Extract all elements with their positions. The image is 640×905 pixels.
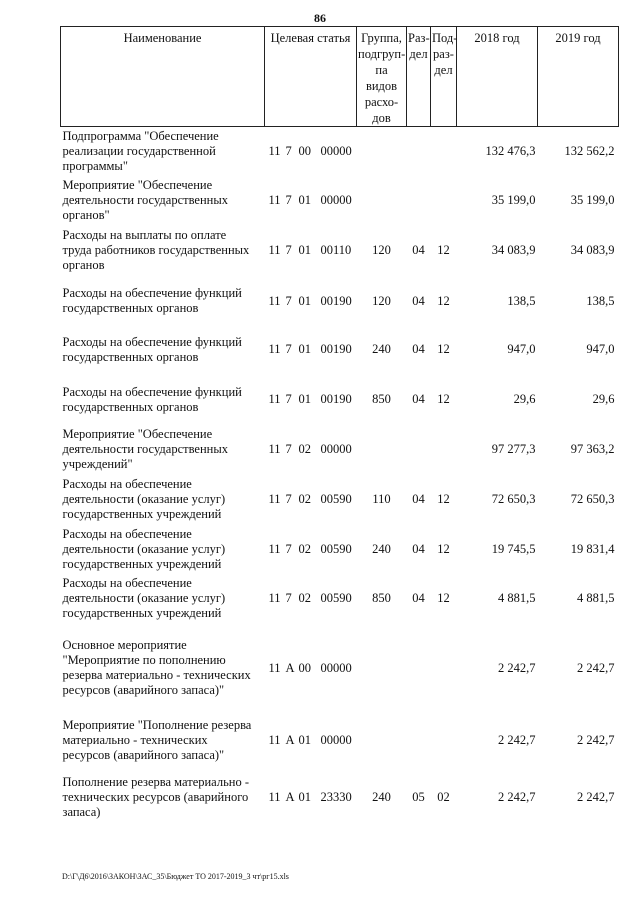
row-subsection: 12 bbox=[437, 590, 450, 605]
row-value-2018: 4 881,5 bbox=[498, 590, 536, 605]
row-section: 04 bbox=[412, 541, 425, 556]
row-target-article: 11 7 01 00000 bbox=[268, 192, 352, 207]
row-target-article: 11 7 01 00190 bbox=[268, 342, 352, 356]
row-subsection: 12 bbox=[437, 342, 450, 356]
page-number: 86 bbox=[314, 11, 326, 25]
row-value-2019: 2 242,7 bbox=[577, 790, 615, 804]
row-subsection bbox=[431, 623, 457, 714]
column-header-group: Группа, подгруп- па видов расхо- дов bbox=[357, 27, 407, 127]
table-row bbox=[61, 425, 619, 475]
table-row bbox=[61, 768, 619, 828]
row-name: Расходы на обеспечение функций государственных органов bbox=[62, 334, 242, 364]
row-group bbox=[357, 127, 407, 177]
row-section bbox=[407, 425, 431, 475]
row-target-article: 11 7 01 00190 bbox=[268, 392, 352, 406]
row-subsection: 12 bbox=[437, 293, 450, 308]
row-value-2019: 132 562,2 bbox=[564, 144, 615, 159]
row-name: Расходы на обеспечение деятельности (оказание услуг) государственных учреждений bbox=[62, 477, 226, 521]
row-target-article: 11 А 01 23330 bbox=[268, 790, 352, 804]
row-section: 04 bbox=[412, 342, 425, 356]
row-value-2018: 19 745,5 bbox=[491, 541, 536, 556]
row-group bbox=[357, 177, 407, 224]
row-name: Мероприятие "Пополнение резерва материально - технических ресурсов (аварийного запаса)" bbox=[62, 718, 252, 762]
row-name: Расходы на обеспечение деятельности (оказание услуг) государственных учреждений bbox=[62, 526, 226, 571]
row-group: 240 bbox=[372, 342, 391, 356]
row-section bbox=[407, 714, 431, 768]
row-group bbox=[357, 623, 407, 714]
row-target-article: 11 7 02 00000 bbox=[268, 442, 352, 456]
column-header-section: Раз- дел bbox=[407, 27, 431, 127]
row-group: 120 bbox=[372, 243, 391, 257]
row-subsection bbox=[431, 714, 457, 768]
table-row bbox=[61, 177, 619, 224]
row-group bbox=[357, 425, 407, 475]
row-group: 110 bbox=[372, 492, 391, 506]
table-row bbox=[61, 574, 619, 623]
row-target-article: 11 7 01 00110 bbox=[268, 243, 352, 257]
column-header-target-article: Целевая статья bbox=[265, 27, 357, 127]
row-value-2018: 2 242,7 bbox=[498, 733, 536, 747]
row-value-2019: 29,6 bbox=[592, 392, 615, 406]
budget-table bbox=[60, 26, 619, 828]
row-value-2018: 132 476,3 bbox=[485, 144, 536, 159]
row-subsection bbox=[431, 127, 457, 177]
row-target-article: 11 7 00 00000 bbox=[268, 144, 352, 159]
row-group: 240 bbox=[372, 541, 391, 556]
table-header-row bbox=[61, 27, 619, 127]
column-header-2019: 2019 год bbox=[538, 27, 619, 127]
row-subsection: 12 bbox=[437, 541, 450, 556]
row-group bbox=[357, 714, 407, 768]
table-row bbox=[61, 375, 619, 425]
row-subsection: 02 bbox=[437, 790, 450, 804]
row-group: 850 bbox=[372, 590, 391, 605]
row-section: 04 bbox=[412, 243, 425, 257]
row-target-article: 11 7 01 00190 bbox=[268, 293, 352, 308]
table-row bbox=[61, 475, 619, 525]
column-header-name: Наименование bbox=[61, 27, 265, 127]
row-value-2019: 2 242,7 bbox=[577, 660, 615, 675]
row-value-2018: 2 242,7 bbox=[498, 660, 536, 675]
row-name: Расходы на выплаты по оплате труда работников государственных органов bbox=[62, 228, 250, 272]
row-name: Пополнение резерва материально - технических ресурсов (аварийного запаса) bbox=[62, 775, 249, 819]
row-name: Расходы на обеспечение функций государственных органов bbox=[62, 286, 242, 315]
row-value-2018: 138,5 bbox=[507, 293, 536, 308]
row-value-2019: 72 650,3 bbox=[570, 492, 615, 506]
table-row bbox=[61, 714, 619, 768]
row-section: 04 bbox=[412, 293, 425, 308]
row-subsection: 12 bbox=[437, 492, 450, 506]
column-header-subsection: Под- раз- дел bbox=[431, 27, 457, 127]
row-name: Мероприятие "Обеспечение деятельности государственных учреждений" bbox=[62, 427, 228, 471]
row-subsection bbox=[431, 425, 457, 475]
column-header-2018: 2018 год bbox=[457, 27, 538, 127]
row-name: Расходы на обеспечение деятельности (оказание услуг) государственных учреждений bbox=[62, 575, 226, 620]
row-section: 04 bbox=[412, 492, 425, 506]
table-row bbox=[61, 278, 619, 325]
row-value-2018: 35 199,0 bbox=[491, 192, 536, 207]
footer-file-path: D:\Г\Д6\2016\ЗАКОН\ЗАС_35\Бюджет ТО 2017-2019_3 чт\рг15.xls bbox=[62, 872, 289, 881]
row-value-2019: 34 083,9 bbox=[570, 243, 615, 257]
row-value-2018: 29,6 bbox=[513, 392, 536, 406]
row-section bbox=[407, 127, 431, 177]
row-subsection bbox=[431, 177, 457, 224]
row-name: Подпрограмма "Обеспечение реализации государственной программы" bbox=[62, 129, 219, 174]
row-subsection: 12 bbox=[437, 392, 450, 406]
row-value-2019: 2 242,7 bbox=[577, 733, 615, 747]
row-target-article: 11 А 01 00000 bbox=[268, 733, 352, 747]
row-section bbox=[407, 623, 431, 714]
table-row bbox=[61, 127, 619, 177]
table-row bbox=[61, 623, 619, 714]
row-section bbox=[407, 177, 431, 224]
row-name: Мероприятие "Обеспечение деятельности государственных органов" bbox=[62, 177, 228, 222]
row-group: 120 bbox=[372, 293, 391, 308]
row-value-2018: 34 083,9 bbox=[491, 243, 536, 257]
row-section: 04 bbox=[412, 590, 425, 605]
row-value-2018: 97 277,3 bbox=[491, 442, 536, 456]
row-target-article: 11 7 02 00590 bbox=[268, 590, 352, 605]
row-value-2018: 2 242,7 bbox=[498, 790, 536, 804]
row-value-2018: 72 650,3 bbox=[491, 492, 536, 506]
row-subsection: 12 bbox=[437, 243, 450, 257]
row-value-2019: 947,0 bbox=[586, 342, 615, 356]
row-name: Основное мероприятие "Мероприятие по пополнению резерва материально - технических ресурсов (аварийного запаса)" bbox=[62, 638, 251, 697]
row-value-2019: 35 199,0 bbox=[570, 192, 615, 207]
row-name: Расходы на обеспечение функций государственных органов bbox=[62, 384, 242, 414]
row-value-2019: 19 831,4 bbox=[570, 541, 615, 556]
row-group: 850 bbox=[372, 392, 391, 406]
row-section: 05 bbox=[412, 790, 425, 804]
row-group: 240 bbox=[372, 790, 391, 804]
row-target-article: 11 А 00 00000 bbox=[268, 660, 352, 675]
table-row bbox=[61, 224, 619, 278]
table-row bbox=[61, 325, 619, 375]
row-target-article: 11 7 02 00590 bbox=[268, 492, 352, 506]
row-section: 04 bbox=[412, 392, 425, 406]
row-value-2018: 947,0 bbox=[507, 342, 536, 356]
row-value-2019: 138,5 bbox=[586, 293, 615, 308]
table-row bbox=[61, 525, 619, 574]
row-value-2019: 4 881,5 bbox=[577, 590, 615, 605]
row-value-2019: 97 363,2 bbox=[570, 442, 615, 456]
row-target-article: 11 7 02 00590 bbox=[268, 541, 352, 556]
